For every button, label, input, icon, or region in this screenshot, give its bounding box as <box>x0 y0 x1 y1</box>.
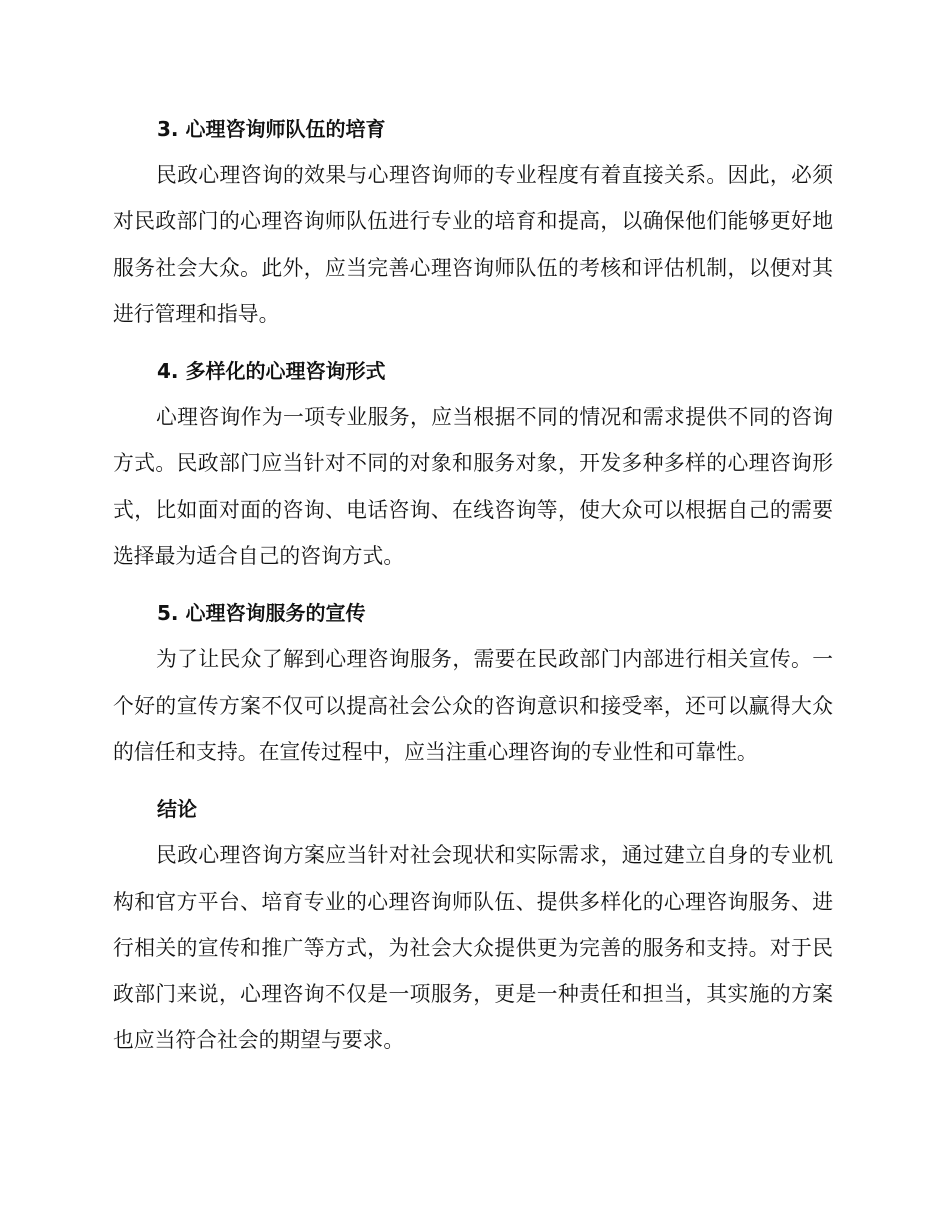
section-paragraph: 民政心理咨询的效果与心理咨询师的专业程度有着直接关系。因此，必须对民政部门的心理咨询师队伍进行专业的培育和提高，以确保他们能够更好地服务社会大众。此外，应当完善心理咨询师队伍的考核和评估机制，以便对其进行管理和指导。 <box>113 163 833 326</box>
section-heading: 4. 多样化的心理咨询形式 <box>157 359 386 384</box>
section-heading: 结论 <box>157 797 197 822</box>
section-paragraph: 为了让民众了解到心理咨询服务，需要在民政部门内部进行相关宣传。一个好的宣传方案不仅可以提高社会公众的咨询意识和接受率，还可以赢得大众的信任和支持。在宣传过程中，应当注重心理咨询的专业性和可靠性。 <box>113 647 833 764</box>
document-page <box>113 106 833 1075</box>
section-heading: 5. 心理咨询服务的宣传 <box>157 601 366 626</box>
section-heading: 3. 心理咨询师队伍的培育 <box>157 117 386 141</box>
section-publicity <box>113 590 833 775</box>
section-paragraph: 民政心理咨询方案应当针对社会现状和实际需求，通过建立自身的专业机构和官方平台、培育专业的心理咨询师队伍、提供多样化的心理咨询服务、进行相关的宣传和推广等方式，为社会大众提供更为完善的服务和支持。对于民政部门来说，心理咨询不仅是一项服务，更是一种责任和担当，其实施的方案也应当符合社会的期望与要求。 <box>113 843 833 1053</box>
section-diverse-forms <box>113 348 833 579</box>
section-paragraph: 心理咨询作为一项专业服务，应当根据不同的情况和需求提供不同的咨询方式。民政部门应当针对不同的对象和服务对象，开发多种多样的心理咨询形式，比如面对面的咨询、电话咨询、在线咨询等，使大众可以根据自己的需要选择最为适合自己的咨询方式。 <box>113 405 833 569</box>
section-counselor-training <box>113 106 833 337</box>
section-conclusion <box>113 786 833 1063</box>
